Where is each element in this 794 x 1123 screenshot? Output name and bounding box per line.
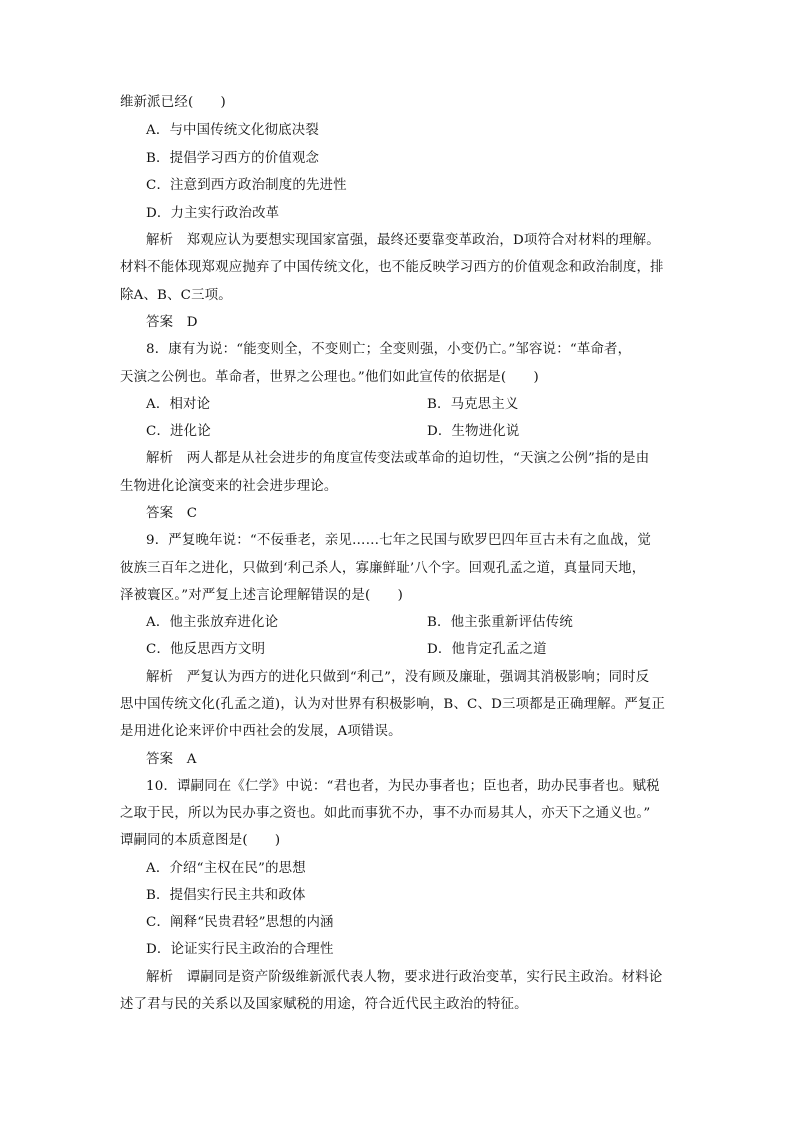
q10-option-a: A．介绍“主权在民”的思想 xyxy=(146,861,306,876)
q8-answer: 答案 C xyxy=(146,506,198,521)
q8-analysis-line: 解析 两人都是从社会进步的角度宣传变法或革命的迫切性，“天演之公例”指的是由 xyxy=(146,451,650,466)
q7-option-b: B．提倡学习西方的价值观念 xyxy=(146,151,320,166)
q9-option-d: D．他肯定孔孟之道 xyxy=(427,642,547,657)
q8-option-c: C．进化论 xyxy=(146,424,211,439)
q9-analysis-line: 是用进化论来评价中西社会的发展，A项错误。 xyxy=(120,724,402,739)
q9-option-c: C．他反思西方文明 xyxy=(146,642,266,657)
q10-option-b: B．提倡实行民主共和政体 xyxy=(146,888,306,903)
q10-option-d: D．论证实行民主政治的合理性 xyxy=(146,942,334,957)
q8-option-d: D．生物进化说 xyxy=(427,424,520,439)
q9-option-a: A．他主张放弃进化论 xyxy=(146,615,279,630)
q8-option-a: A．相对论 xyxy=(146,397,211,412)
q8-analysis-line: 生物进化论演变来的社会进步理论。 xyxy=(120,479,338,494)
q10-stem-line: 10．谭嗣同在《仁学》中说：“君也者，为民办事者也；臣也者，助办民事者也。赋税 xyxy=(146,779,660,794)
q7-option-d: D．力主实行政治改革 xyxy=(146,206,280,221)
q10-analysis-line: 述了君与民的关系以及国家赋税的用途，符合近代民主政治的特征。 xyxy=(120,997,528,1012)
q8-stem-line: 天演之公例也。革命者，世界之公理也。”他们如此宣传的依据是( ) xyxy=(120,370,539,385)
q9-analysis-line: 解析 严复认为西方的进化只做到“利己”，没有顾及廉耻，强调其消极影响；同时反 xyxy=(146,670,650,685)
q10-stem-line: 之取于民，所以为民办事之资也。如此而事犹不办，事不办而易其人，亦天下之通义也。” xyxy=(120,806,651,821)
q8-option-b: B．马克思主义 xyxy=(427,397,519,412)
q7-stem: 维新派已经( ) xyxy=(120,95,226,110)
q9-stem-line: 彼族三百年之进化，只做到‘利己杀人，寡廉鲜耻’八个字。回观孔孟之道，真量同天地， xyxy=(120,561,646,576)
q10-stem-line: 谭嗣同的本质意图是( ) xyxy=(120,833,281,848)
q9-option-b: B．他主张重新评估传统 xyxy=(427,615,573,630)
q9-answer: 答案 A xyxy=(146,752,197,767)
q10-option-c: C．阐释“民贵君轻”思想的内涵 xyxy=(146,915,334,930)
q9-stem-line: 9．严复晚年说：“不佞垂老，亲见……七年之民国与欧罗巴四年亘古未有之血战，觉 xyxy=(146,533,652,548)
q7-option-a: A．与中国传统文化彻底决裂 xyxy=(146,123,319,138)
q8-stem-line: 8．康有为说：“能变则全，不变则亡；全变则强，小变仍亡。”邹容说：“革命者， xyxy=(146,342,632,357)
q7-answer: 答案 D xyxy=(146,315,198,330)
q7-analysis-line: 材料不能体现郑观应抛弃了中国传统文化，也不能反映学习西方的价值观念和政治制度，排 xyxy=(120,260,664,275)
q7-analysis-line: 除A、B、C三项。 xyxy=(120,288,232,303)
q9-analysis-line: 思中国传统文化(孔孟之道)，认为对世界有积极影响，B、C、D三项都是正确理解。严复正 xyxy=(120,697,666,712)
q7-option-c: C．注意到西方政治制度的先进性 xyxy=(146,178,347,193)
q10-analysis-line: 解析 谭嗣同是资产阶级维新派代表人物，要求进行政治变革，实行民主政治。材料论 xyxy=(146,970,663,985)
q9-stem-line: 泽被寰区。”对严复上述言论理解错误的是( ) xyxy=(120,588,404,603)
q7-analysis-line: 解析 郑观应认为要想实现国家富强，最终还要靠变革政治，D项符合对材料的理解。 xyxy=(146,233,660,248)
